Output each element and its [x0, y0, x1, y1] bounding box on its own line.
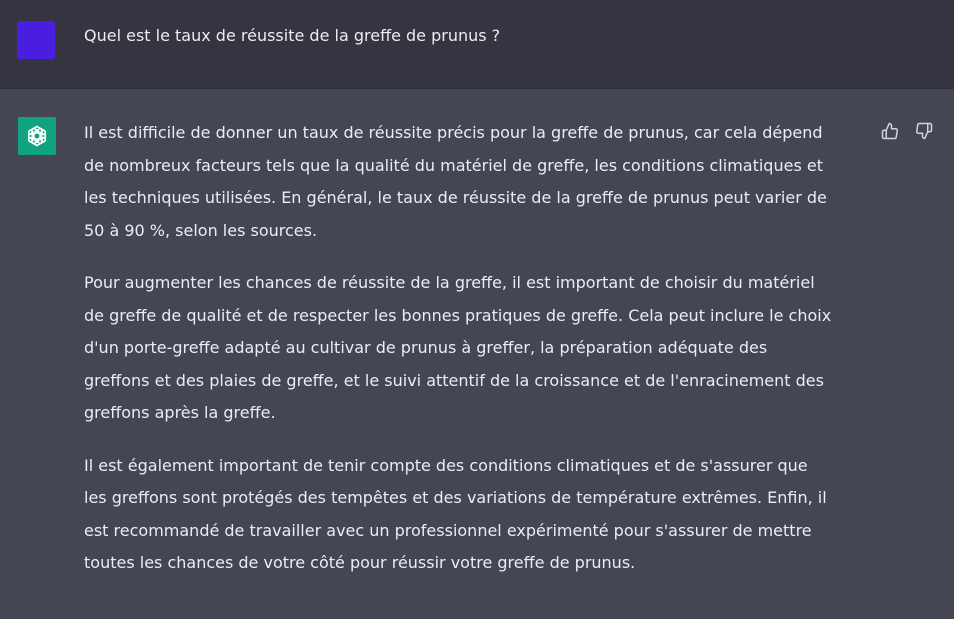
- thumbs-up-button[interactable]: [880, 121, 900, 141]
- feedback-buttons: [880, 121, 934, 141]
- thumbs-up-icon: [881, 122, 899, 140]
- answer-line: d'un porte-greffe adapté au cultivar de prunus à greffer, la préparation adéquate des: [84, 338, 768, 357]
- answer-line: les techniques utilisées. En général, le taux de réussite de la greffe de prunus peut varier de: [84, 188, 827, 207]
- assistant-message-text: [84, 117, 874, 600]
- answer-line: est recommandé de travailler avec un professionnel expérimenté pour s'assurer de mettre: [84, 520, 812, 540]
- answer-paragraph-1: [84, 117, 874, 247]
- openai-logo-icon: [24, 123, 50, 149]
- answer-line: greffons après la greffe.: [84, 403, 276, 422]
- assistant-message-row: [0, 89, 954, 619]
- assistant-avatar: [18, 117, 56, 155]
- answer-line: de greffe de qualité et de respecter les bonnes pratiques de greffe. Cela peut inclure le choix: [84, 305, 832, 325]
- answer-line: greffons et des plaies de greffe, et le suivi attentif de la croissance et de l'enracinement des: [84, 370, 824, 390]
- user-avatar: [17, 21, 55, 59]
- answer-line: Pour augmenter les chances de réussite de la greffe, il est important de choisir du matériel: [84, 273, 815, 292]
- answer-line: 50 à 90 %, selon les sources.: [84, 220, 318, 240]
- user-message-text: Quel est le taux de réussite de la greffe de prunus ?: [84, 26, 501, 45]
- answer-line: Il est difficile de donner un taux de réussite précis pour la greffe de prunus, car cela dépend: [84, 123, 823, 142]
- user-message-row: [0, 0, 954, 89]
- answer-paragraph-3: [84, 450, 874, 580]
- answer-line: les greffons sont protégés des tempêtes et des variations de température extrêmes. Enfin, il: [84, 488, 827, 507]
- answer-line: Il est également important de tenir compte des conditions climatiques et de s'assurer que: [84, 455, 808, 475]
- thumbs-down-icon: [915, 122, 933, 140]
- answer-paragraph-2: [84, 267, 874, 430]
- answer-line: toutes les chances de votre côté pour réussir votre greffe de prunus.: [84, 553, 636, 572]
- thumbs-down-button[interactable]: [914, 121, 934, 141]
- answer-line: de nombreux facteurs tels que la qualité du matériel de greffe, les conditions climatiques et: [84, 155, 823, 175]
